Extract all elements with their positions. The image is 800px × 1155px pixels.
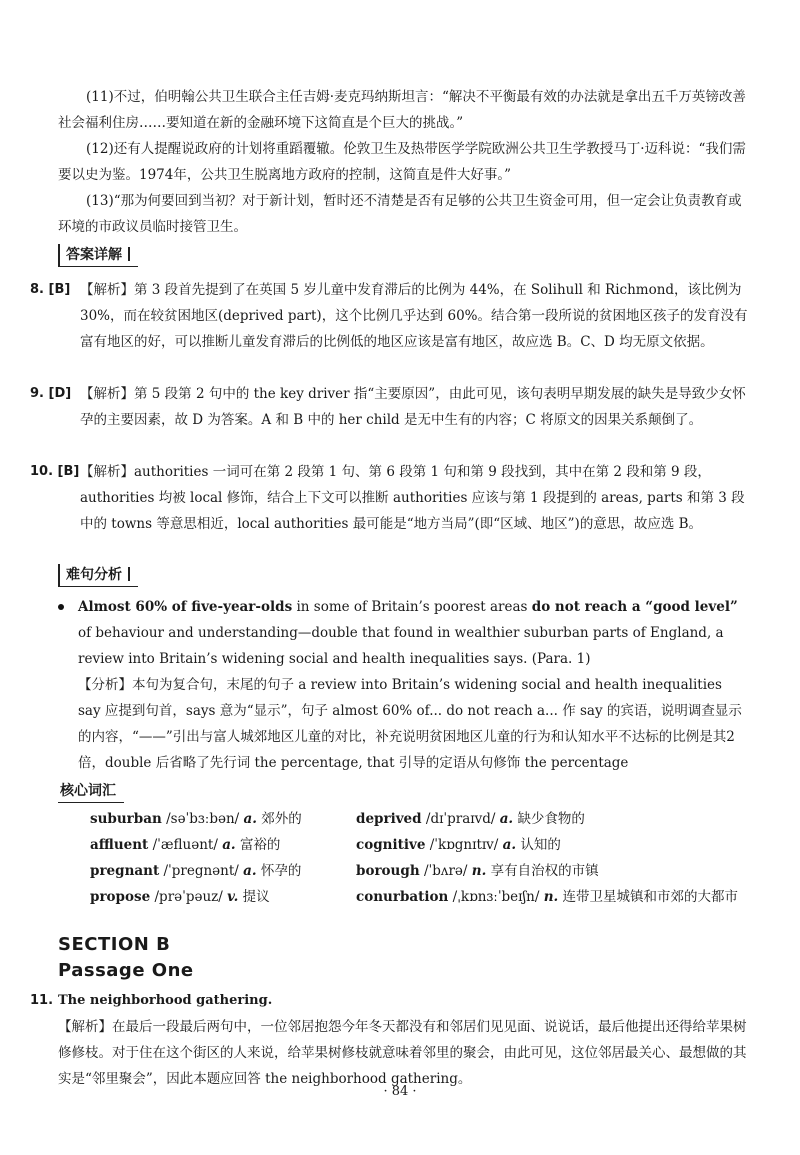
vocab-entry: cognitive /ˈkɒgnɪtɪv/ a. 认知的 (356, 837, 561, 853)
translation-paragraph-12: (12)还有人提醒说政府的计划将重蹈覆辙。伦敦卫生及热带医学学院欧洲公共卫生学教授马丁·迈科说：“我们需要以史为鉴。1974年，公共卫生脱离地方政府的控制，这简直是件大好事。” (58, 141, 746, 183)
vocabulary-title: 核心词汇 (60, 783, 116, 799)
answer-text: 【解析】authorities 一词可在第 2 段第 1 句、第 6 段第 1 句和第 9 段找到，其中在第 2 段和第 9 段，authorities 均被 local 修饰，结合上下文可以推断 authorities 应该与第 1 段提到的 areas, parts 和第 3 段中的 towns 等意思相近，local authorities 最可能是“地方当局”(即“区域、地区”)的意思，故应选 B。 (80, 464, 745, 532)
answer-section-title: 答案详解 (66, 247, 122, 263)
question-analysis: 【解析】在最后一段最后两句中，一位邻居抱怨今年冬天都没有和邻居们见见面、说说话，最后他提出还得给苹果树修修枝。对于住在这个街区的人来说，给苹果树修枝就意味着邻里的聚会，由此可见，这位邻居最关心、最想做的其实是“邻里聚会”，因此本题应回答 the neighborhood gathering。 (58, 1019, 747, 1087)
answer-text: 【解析】第 3 段首先提到了在英国 5 岁儿童中发育滞后的比例为 44%，在 Solihull 和 Richmond，该比例为 30%，而在较贫困地区(deprived part)，这个比例几乎达到 60%。结合第一段所说的贫困地区孩子的发育没有富有地区的好，可以推断儿童发育滞后的比例低的地区应该是富有地区，故应选 B。C、D 均无原文依据。 (80, 282, 748, 350)
sentence-part-bold: Almost 60% of five-year-olds (78, 599, 293, 615)
answer-section-heading (58, 244, 138, 267)
answer-number: 8. [B] (30, 282, 71, 297)
question-number: 11. (30, 993, 54, 1008)
page-number: · 84 · (383, 1084, 417, 1099)
difficult-sentence-heading (58, 564, 138, 587)
difficult-sentence (58, 594, 748, 672)
answer-number: 10. [B] (30, 464, 80, 479)
answer-item-10 (30, 459, 750, 537)
translation-paragraph-11: (11)不过，伯明翰公共卫生联合主任吉姆·麦克玛纳斯坦言：“解决不平衡最有效的办法就是拿出五千万英镑改善社会福利住房……要知道在新的金融环境下这简直是个巨大的挑战。” (58, 89, 746, 131)
vocab-entry: affluent /ˈæfluənt/ a. 富裕的 (90, 837, 281, 853)
section-title: SECTION B (58, 934, 171, 955)
sentence-text (78, 594, 748, 672)
translation-paragraph-13: (13)“那为何要回到当初？对于新计划，暂时还不清楚是否有足够的公共卫生资金可用，但一定会让负责教育或环境的市政议员临时接管卫生。 (58, 193, 742, 235)
vocab-entry: borough /ˈbʌrə/ n. 享有自治权的市镇 (356, 863, 599, 879)
answer-text: 【解析】第 5 段第 2 句中的 the key driver 指“主要原因”，由此可见，该句表明早期发展的缺失是导致少女怀孕的主要因素，故 D 为答案。A 和 B 中的 her child 是无中生有的内容；C 将原文的因果关系颠倒了。 (80, 386, 746, 428)
sentence-part-bold: do not reach a “good level” (531, 599, 738, 615)
vocabulary-heading (58, 780, 124, 803)
bullet-icon (58, 604, 64, 610)
answer-item-9 (30, 381, 750, 433)
answer-item-8 (30, 277, 750, 355)
question-11 (30, 988, 748, 1092)
vocab-entry: propose /prəˈpəuz/ v. 提议 (90, 889, 270, 905)
sentence-part: in some of Britain’s poorest areas (292, 599, 532, 615)
vocab-entry: conurbation /ˌkɒnɜːˈbeɪʃn/ n. 连带卫星城镇和市郊的大都市 (356, 889, 739, 905)
vocab-entry: deprived /dɪˈpraɪvd/ a. 缺少食物的 (356, 811, 585, 827)
sentence-part: of behaviour and understanding—double that found in wealthier suburban parts of England, a review into Britain’s widening social and health inequalities says. (Para. 1) (78, 625, 724, 667)
vocab-entry: suburban /səˈbɜːbən/ a. 郊外的 (90, 811, 302, 827)
passage-title: Passage One (58, 960, 194, 981)
sentence-analysis: 【分析】本句为复合句，末尾的句子 a review into Britain’s widening social and health inequalities say 应提到句首，says 意为“显示”，句子 almost 60% of... do not reach a... 作 say 的宾语，说明调查显示的内容，“——”引出与富人城郊地区儿童的对比，补充说明贫困地区儿童的行为和认知水平不达标的比例是其2 倍，double 后省略了先行词 the percentage, that 引导的定语从句修饰 the percentage (78, 677, 742, 771)
difficult-sentence-title: 难句分析 (66, 567, 122, 583)
question-answer: The neighborhood gathering. (58, 993, 273, 1008)
vocab-entry: pregnant /ˈpregnənt/ a. 怀孕的 (90, 863, 302, 879)
answer-number: 9. [D] (30, 386, 72, 401)
